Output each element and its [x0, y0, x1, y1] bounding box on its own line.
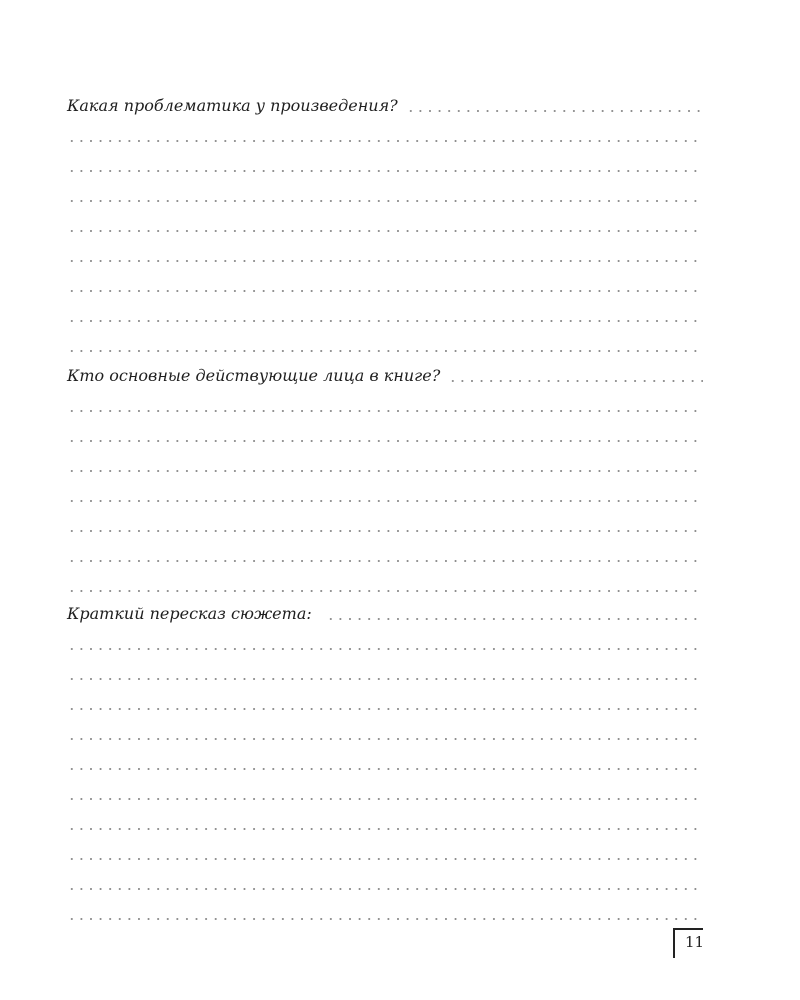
answer-line[interactable]: [67, 350, 703, 352]
answer-line[interactable]: [67, 200, 703, 202]
answer-row[interactable]: [67, 424, 703, 446]
answer-row[interactable]: [67, 692, 703, 714]
answer-line[interactable]: [67, 320, 703, 322]
answer-row[interactable]: [67, 244, 703, 266]
answer-row[interactable]: [67, 274, 703, 296]
answer-line[interactable]: [67, 828, 703, 830]
answer-row[interactable]: [67, 872, 703, 894]
answer-row[interactable]: [67, 574, 703, 596]
answer-line[interactable]: [67, 230, 703, 232]
answer-row[interactable]: [67, 722, 703, 744]
answer-line[interactable]: [67, 140, 703, 142]
answer-line[interactable]: [67, 530, 703, 532]
answer-line[interactable]: [406, 110, 703, 112]
answer-line[interactable]: [67, 798, 703, 800]
answer-row[interactable]: [67, 902, 703, 924]
answer-line[interactable]: [67, 440, 703, 442]
answer-line[interactable]: [67, 768, 703, 770]
answer-line[interactable]: [67, 560, 703, 562]
question-problems: Какая проблематика у произведения?: [67, 96, 398, 115]
question-characters: Кто основные действующие лица в книге?: [67, 366, 441, 385]
answer-row[interactable]: [67, 214, 703, 236]
answer-line[interactable]: [448, 380, 703, 382]
answer-line[interactable]: [67, 170, 703, 172]
answer-row[interactable]: [67, 394, 703, 416]
answer-line[interactable]: [67, 888, 703, 890]
answer-row[interactable]: [67, 544, 703, 566]
question-row-characters: [67, 364, 703, 386]
answer-row[interactable]: [67, 812, 703, 834]
question-plot: Краткий пересказ сюжета:: [67, 604, 312, 623]
question-row-plot: [67, 602, 703, 624]
answer-row[interactable]: [67, 752, 703, 774]
answer-row[interactable]: [67, 632, 703, 654]
answer-line[interactable]: [67, 858, 703, 860]
answer-line[interactable]: [67, 470, 703, 472]
answer-line[interactable]: [67, 590, 703, 592]
answer-row[interactable]: [67, 304, 703, 326]
page-number: 11: [685, 933, 705, 951]
question-row-problems: [67, 94, 703, 116]
answer-row[interactable]: [67, 184, 703, 206]
answer-row[interactable]: [67, 124, 703, 146]
answer-line[interactable]: [67, 260, 703, 262]
answer-line[interactable]: [67, 290, 703, 292]
answer-row[interactable]: [67, 154, 703, 176]
answer-row[interactable]: [67, 842, 703, 864]
answer-line[interactable]: [67, 918, 703, 920]
answer-line[interactable]: [67, 410, 703, 412]
answer-line[interactable]: [67, 708, 703, 710]
answer-row[interactable]: [67, 662, 703, 684]
answer-line[interactable]: [67, 648, 703, 650]
answer-line[interactable]: [67, 500, 703, 502]
answer-row[interactable]: [67, 484, 703, 506]
answer-row[interactable]: [67, 782, 703, 804]
answer-line[interactable]: [326, 618, 703, 620]
answer-row[interactable]: [67, 334, 703, 356]
answer-row[interactable]: [67, 454, 703, 476]
answer-line[interactable]: [67, 738, 703, 740]
answer-row[interactable]: [67, 514, 703, 536]
answer-line[interactable]: [67, 678, 703, 680]
